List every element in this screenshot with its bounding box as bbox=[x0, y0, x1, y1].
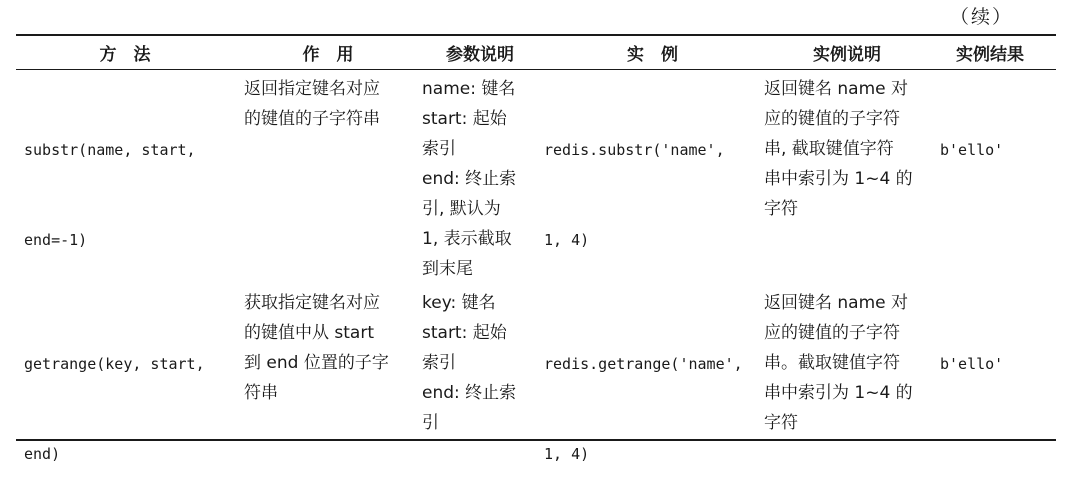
table-row-2-result: b'ello' bbox=[940, 355, 1004, 373]
table-row-1-result: b'ello' bbox=[940, 141, 1004, 159]
table-row-1-example-desc: 返回键名 name 对 应的键值的子字符 串, 截取键值字符 串中索引为 1~4 的 字符 bbox=[764, 79, 913, 219]
table-row-2-example-desc: 返回键名 name 对 应的键值的子字符 串。截取键值字符 串中索引为 1~4 的 字符 bbox=[764, 293, 913, 433]
table-row-2-method: getrange(key, start, end) bbox=[24, 355, 205, 463]
table-bottom-rule bbox=[16, 439, 1056, 441]
header-result: 实例结果 bbox=[956, 45, 1024, 65]
table-row-1-method: substr(name, start, end=-1) bbox=[24, 141, 196, 249]
continued-label: （续） bbox=[950, 6, 1014, 28]
table-row-1-example: redis.substr('name', 1, 4) bbox=[544, 141, 725, 249]
header-example: 实 例 bbox=[627, 45, 678, 65]
table-row-1-purpose: 返回指定键名对应 的键值的子字符串 bbox=[244, 79, 380, 129]
header-rule bbox=[16, 69, 1056, 70]
header-params: 参数说明 bbox=[446, 45, 514, 65]
table-top-rule bbox=[16, 34, 1056, 36]
table-row-1-params: name: 键名 start: 起始 索引 end: 终止索 引, 默认为 1, 表示截取 到末尾 bbox=[422, 79, 517, 279]
table-row-2-params: key: 键名 start: 起始 索引 end: 终止索 引 bbox=[422, 293, 517, 433]
header-method: 方 法 bbox=[99, 45, 151, 65]
table-row-2-example: redis.getrange('name', 1, 4) bbox=[544, 355, 743, 463]
header-purpose: 作 用 bbox=[302, 45, 354, 65]
table-row-2-purpose: 获取指定键名对应 的键值中从 start 到 end 位置的子字 符串 bbox=[244, 293, 389, 403]
header-example-desc: 实例说明 bbox=[813, 45, 881, 65]
